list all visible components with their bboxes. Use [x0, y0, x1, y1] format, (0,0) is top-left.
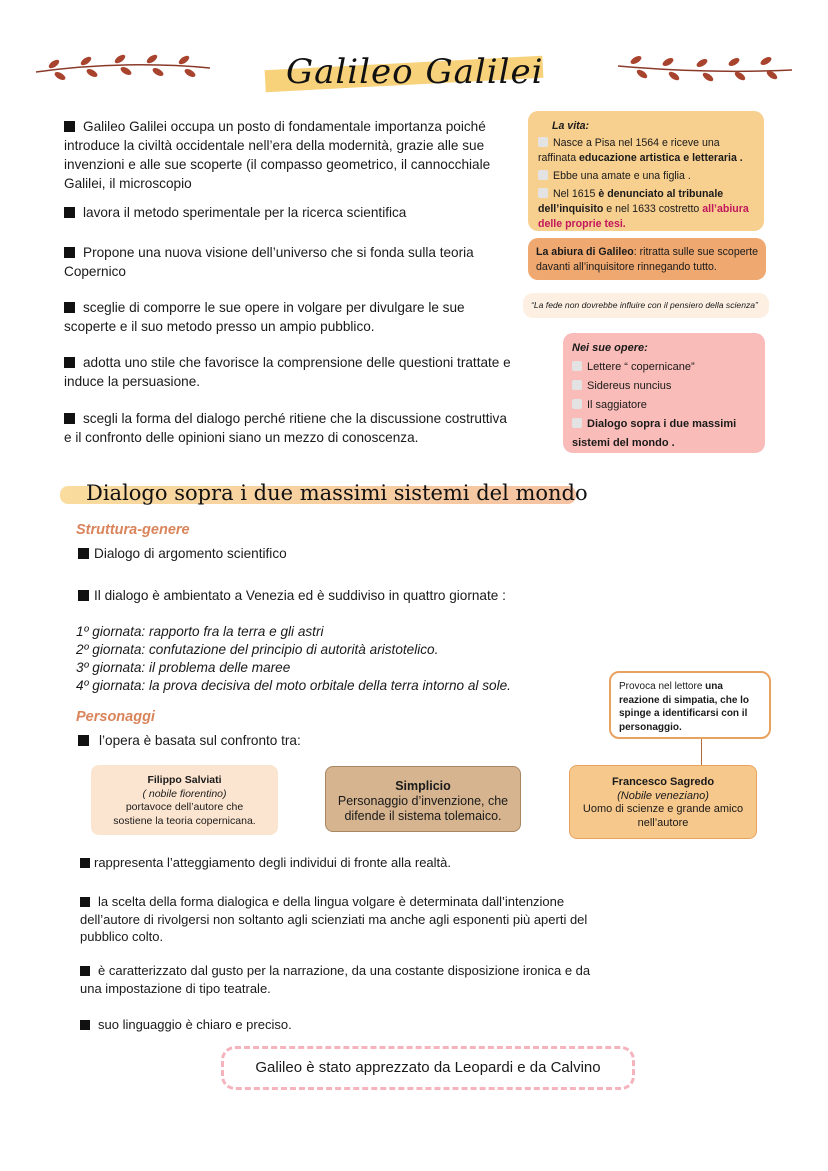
bullet-square-icon — [80, 897, 90, 907]
giornata-item: 3º giornata: il problema delle maree — [76, 660, 291, 675]
giornate-list — [76, 623, 596, 695]
struttura-bullet-1: Dialogo di argomento scientifico — [78, 544, 578, 563]
bullet-square-icon — [78, 590, 89, 601]
bullet-square-icon — [64, 302, 75, 313]
intro-bullet-6: scegli la forma del dialogo perché ritiene che la discussione costruttiva e il confronto delle opinioni siano un mezzo di conoscenza. — [64, 411, 507, 445]
character-name: Filippo Salviati — [147, 774, 222, 786]
bullet-square-icon — [64, 413, 75, 424]
opere-item: Dialogo sopra i due massimi sistemi del mondo . — [572, 418, 737, 449]
bullet-square-icon — [78, 548, 89, 559]
vita-box — [528, 111, 764, 231]
leaf-branch-left-icon — [34, 52, 212, 82]
character-sagredo — [569, 765, 757, 839]
struttura-bullet-2: Il dialogo è ambientato a Venezia ed è suddiviso in quattro giornate : — [78, 586, 638, 605]
quote-box: “La fede non dovrebbe influire con il pensiero della scienza” — [523, 293, 769, 318]
character-role: (Nobile veneziano) — [617, 789, 709, 802]
bullet-square-icon — [64, 357, 75, 368]
intro-bullet-2: lavora il metodo sperimentale per la ricerca scientifica — [64, 203, 514, 222]
page-title: Galileo Galilei — [286, 52, 544, 92]
final-bullet-2: la scelta della forma dialogica e della lingua volgare è determinata dall’intenzione dell’autore di rivolgersi non soltanto agli scienziati ma anche agli esponenti più aperti del pubblico colto. — [80, 894, 588, 944]
character-name: Francesco Sagredo — [611, 776, 715, 788]
giornata-item: 2º giornata: confutazione del principio di autorità aristotelico. — [76, 642, 439, 657]
character-desc: Personaggio d’invenzione, che difende il sistema tolemaico. — [337, 794, 509, 823]
footer-note-box — [221, 1046, 635, 1090]
giornata-item: 1º giornata: rapporto fra la terra e gli astri — [76, 624, 324, 639]
final-bullet-4: suo linguaggio è chiaro e preciso. — [80, 1015, 600, 1034]
character-salviati — [91, 765, 278, 835]
intro-bullet-1: Galileo Galilei occupa un posto di fondamentale importanza poiché introduce la civiltà occidentale nell’era della modernità, grazie alle sue invenzioni e alle sue scoperte (il compasso geometrico, il cannocchiale Galilei, il microscopio — [64, 119, 491, 191]
opere-item: Sidereus nuncius — [572, 377, 756, 396]
personaggi-label: Personaggi — [76, 709, 155, 725]
final-bullet-1: rappresenta l’atteggiamento degli individui di fronte alla realtà. — [80, 853, 700, 872]
connector-line — [701, 739, 702, 766]
intro-bullet-4: sceglie di comporre le sue opere in volgare per divulgare le sue scoperte e il suo metodo presso un ampio pubblico. — [64, 300, 465, 334]
final-bullet-3: è caratterizzato dal gusto per la narrazione, da una costante disposizione ironica e da una impostazione di tipo teatrale. — [80, 963, 591, 996]
opere-box — [563, 333, 765, 453]
opere-title: Nei sue opere: — [572, 342, 648, 354]
bullet-square-icon — [78, 735, 89, 746]
vita-item-1: Nasce a Pisa nel 1564 e riceve una raffinata educazione artistica e letteraria . — [538, 137, 743, 164]
section-title: Dialogo sopra i due massimi sistemi del mondo — [86, 481, 588, 505]
leaf-branch-right-icon — [616, 52, 794, 82]
checkbox-icon — [572, 361, 582, 371]
opere-item: Lettere “ copernicane” — [572, 358, 756, 377]
character-name: Simplicio — [395, 779, 451, 793]
vita-item-2: Ebbe una amate e una figlia . — [538, 169, 754, 184]
abiura-box: La abiura di Galileo: ritratta sulle sue scoperte davanti all’inquisitore rinnegando tutto. — [528, 238, 766, 280]
checkbox-icon — [538, 170, 548, 180]
character-simplicio — [325, 766, 521, 832]
intro-bullet-3: Propone una nuova visione dell’universo che si fonda sulla teoria Copernico — [64, 245, 474, 279]
bullet-square-icon — [64, 121, 75, 132]
character-desc: Uomo di scienze e grande amico nell’autore — [582, 803, 744, 829]
character-role: ( nobile fiorentino) — [142, 787, 227, 800]
giornata-item: 4º giornata: la prova decisiva del moto orbitale della terra intorno al sole. — [76, 678, 511, 693]
bullet-square-icon — [64, 207, 75, 218]
character-desc: portavoce dell’autore che sostiene la teoria copernicana. — [113, 801, 256, 827]
sagredo-note-box: Provoca nel lettore una reazione di simpatia, che lo spinge a identificarsi con il personaggio. — [609, 671, 771, 739]
intro-bullet-5: adotta uno stile che favorisce la comprensione delle questioni trattate e induce la persuasione. — [64, 355, 511, 389]
vita-item-3: Nel 1615 è denunciato al tribunale dell’inquisito e nel 1633 costretto all’abiura delle proprie tesi. — [538, 188, 749, 230]
personaggi-bullet: l’opera è basata sul confronto tra: — [78, 731, 478, 750]
bullet-square-icon — [80, 858, 90, 868]
struttura-label: Struttura-genere — [76, 522, 190, 538]
checkbox-icon — [572, 399, 582, 409]
footer-note: Galileo è stato apprezzato da Leopardi e da Calvino — [255, 1059, 601, 1076]
bullet-square-icon — [64, 247, 75, 258]
checkbox-icon — [538, 137, 548, 147]
vita-title: La vita: — [552, 120, 590, 132]
bullet-square-icon — [80, 966, 90, 976]
checkbox-icon — [538, 188, 548, 198]
bullet-square-icon — [80, 1020, 90, 1030]
opere-item: Il saggiatore — [572, 396, 756, 415]
checkbox-icon — [572, 418, 582, 428]
checkbox-icon — [572, 380, 582, 390]
